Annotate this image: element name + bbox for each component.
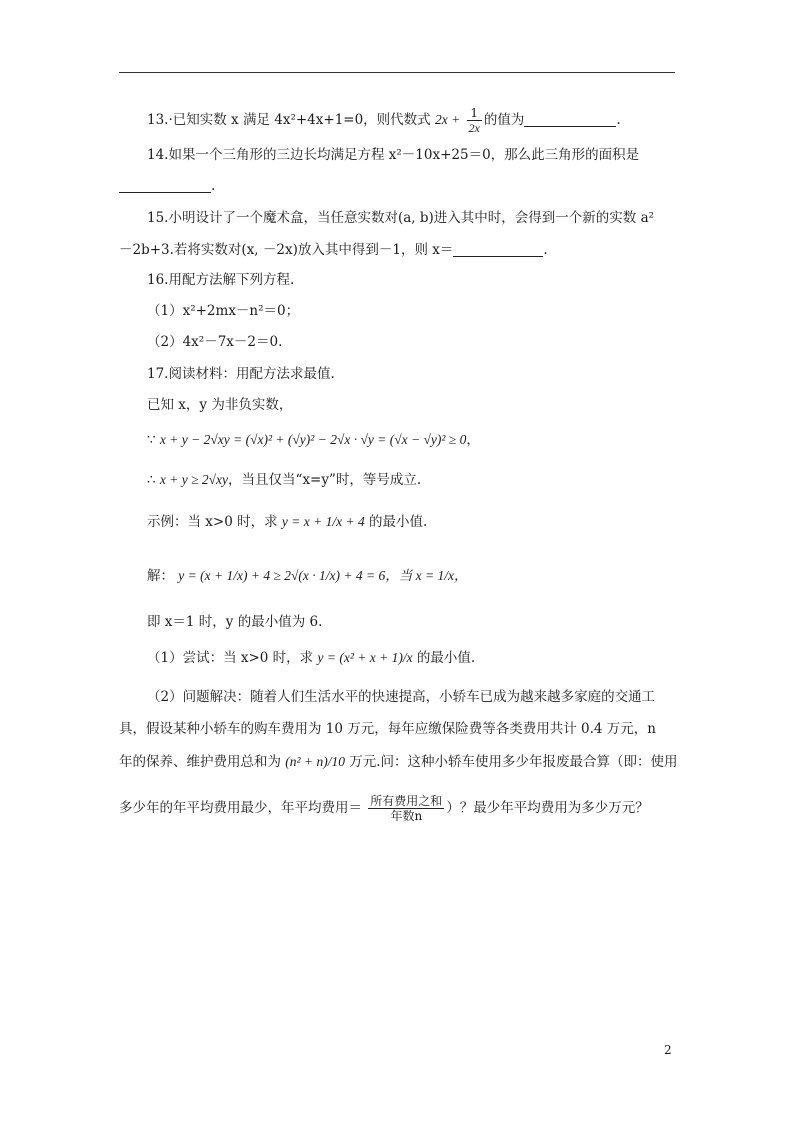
q17-part2-line3-post: 万元.问：这种小轿车使用多少年报废最合算（即：使用	[349, 754, 678, 770]
q17-eq1: x + y − 2√xy = (√x)² + (√y)² − 2√x · √y = (√x − √y)² ≥ 0	[159, 432, 467, 447]
q17-eq2: x + y ≥ 2√xy	[159, 472, 229, 487]
q17-solution-pre: 解：	[147, 568, 174, 584]
q17-example-post: 的最小值.	[369, 514, 428, 530]
q13-text-after: 的值为	[483, 112, 525, 128]
q17-solution-line	[147, 566, 467, 586]
avg-cost-denominator: 年数n	[390, 809, 423, 823]
q17-eq1-line	[147, 430, 480, 450]
q17-eq2-line	[147, 470, 421, 490]
q17-eq1-comma: ，	[466, 432, 480, 448]
q17-part2-line4-post: ）？最少年平均费用为多少万元？	[446, 800, 649, 816]
q14-line1: 14.如果一个三角形的三边长均满足方程 x²－10x+25＝0，那么此三角形的面积是	[147, 147, 640, 163]
q13-text: 13.·已知实数 x 满足 4x²+4x+1=0，则代数式	[147, 112, 431, 128]
q17-conclusion: 即 x＝1 时，y 的最小值为 6.	[147, 614, 323, 630]
q15-end: .	[543, 242, 548, 258]
q15-line1: 15.小明设计了一个魔术盒，当任意实数对(a, b)进入其中时，会得到一个新的实数 a²	[147, 210, 655, 226]
q17-example-pre: 示例：当 x>0 时，求	[147, 514, 278, 530]
q17-part2-line4	[119, 794, 649, 823]
q17-part1-post: 的最小值.	[416, 650, 476, 666]
avg-cost-fraction	[368, 794, 444, 823]
q17-eq2-after: ，当且仅当“x=y”时，等号成立.	[228, 472, 422, 488]
q14-answer-blank	[119, 178, 211, 193]
q17-known: 已知 x，y 为非负实数，	[147, 397, 293, 413]
q14-line2	[119, 176, 215, 196]
q14-end: .	[211, 178, 216, 194]
q13-end: .	[616, 112, 621, 128]
q17-part2-line2: 具，假设某种小轿车的购车费用为 10 万元，每年应缴保险费等各类费用共计 0.4 万元，n	[119, 721, 657, 737]
q17-example-line	[147, 512, 427, 532]
q17-part2-line3-expr: (n² + n)/10	[285, 754, 345, 769]
q17-part2-line4-pre: 多少年的年平均费用最少，年平均费用＝	[119, 800, 362, 816]
q13-frac-den: 2x	[468, 121, 480, 135]
q13-fraction	[467, 106, 482, 135]
q15-line2	[119, 240, 548, 260]
page-number: 2	[664, 1043, 672, 1057]
because-symbol: ∵	[147, 432, 156, 448]
header-rule	[119, 72, 675, 73]
q16-part1: （1）x²+2mx－n²＝0；	[147, 303, 300, 319]
q17-part2-line3	[119, 752, 678, 772]
q17-part2-line3-pre: 年的保养、维护费用总和为	[119, 754, 281, 770]
q16-title: 16.用配方法解下列方程.	[147, 272, 295, 288]
q17-part1-pre: （1）尝试：当 x>0 时，求	[147, 650, 314, 666]
q13-answer-blank	[524, 112, 616, 127]
q13-line	[147, 106, 621, 135]
therefore-symbol: ∴	[147, 472, 156, 488]
q13-frac-num: 1	[467, 106, 482, 121]
q17-part1-line	[147, 648, 475, 668]
q17-example-expr: y = x + 1/x + 4	[281, 514, 365, 529]
q17-solution-expr: y = (x + 1/x) + 4 ≥ 2√(x · 1/x) + 4 = 6，当 x = 1/x，	[178, 568, 468, 583]
q17-title: 17.阅读材料：用配方法求最值.	[147, 366, 335, 382]
q17-part1-expr: y = (x² + x + 1)/x	[317, 650, 413, 665]
q17-part2-line1: （2）问题解决：随着人们生活水平的快速提高，小轿车已成为越来越多家庭的交通工	[147, 689, 656, 705]
q15-answer-blank	[453, 242, 543, 257]
q13-expr: 2x +	[434, 112, 461, 127]
q16-part2: （2）4x²－7x－2＝0.	[147, 334, 283, 350]
avg-cost-numerator: 所有费用之和	[370, 794, 443, 808]
q15-line2-text: －2b+3.若将实数对(x, －2x)放入其中得到－1，则 x＝	[119, 242, 454, 258]
